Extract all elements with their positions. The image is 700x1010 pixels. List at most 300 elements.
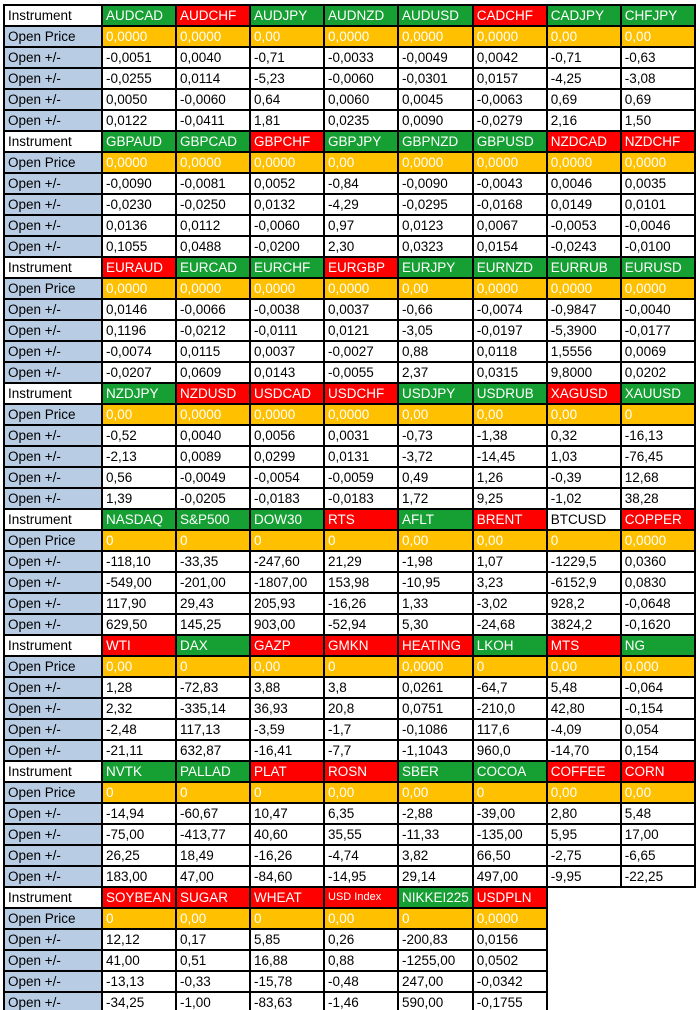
open-change-cell[interactable]: 1,33 [398,593,473,614]
instrument-header-audjpy[interactable]: AUDJPY [250,5,324,26]
open-change-cell[interactable]: -1,7 [324,719,398,740]
open-change-cell[interactable]: -0,0074 [102,341,176,362]
open-change-cell[interactable]: 2,80 [547,803,621,824]
open-price-cell[interactable]: 0 [250,908,324,929]
row-label-instrument[interactable]: Instrument [4,383,102,404]
open-change-cell[interactable]: -6152,9 [547,572,621,593]
open-change-cell[interactable]: -16,26 [324,593,398,614]
open-change-cell[interactable]: 0,26 [324,929,398,950]
open-change-cell[interactable]: -0,0177 [621,320,695,341]
row-label-open-change[interactable]: Open +/- [4,803,102,824]
instrument-header-nzdcad[interactable]: NZDCAD [547,131,621,152]
open-change-cell[interactable]: 36,93 [250,698,324,719]
open-change-cell[interactable]: -0,1620 [621,614,695,635]
instrument-header-copper[interactable]: COPPER [621,509,695,530]
instrument-header-audnzd[interactable]: AUDNZD [324,5,398,26]
open-change-cell[interactable]: 629,50 [102,614,176,635]
row-label-open-change[interactable]: Open +/- [4,866,102,887]
open-change-cell[interactable]: 153,98 [324,572,398,593]
open-change-cell[interactable]: -4,74 [324,845,398,866]
open-change-cell[interactable]: -0,0049 [176,467,250,488]
row-label-open-change[interactable]: Open +/- [4,845,102,866]
instrument-header-cocoa[interactable]: COCOA [473,761,547,782]
open-change-cell[interactable]: 0,0121 [324,320,398,341]
row-label-instrument[interactable]: Instrument [4,635,102,656]
open-change-cell[interactable]: 0,56 [102,467,176,488]
open-change-cell[interactable]: 2,16 [547,110,621,131]
open-price-cell[interactable]: 0 [102,908,176,929]
instrument-header-nvtk[interactable]: NVTK [102,761,176,782]
open-price-cell[interactable]: 0,00 [324,908,398,929]
open-price-cell[interactable]: 0,00 [547,26,621,47]
open-price-cell[interactable]: 0,00 [398,530,473,551]
open-change-cell[interactable]: -200,83 [398,929,473,950]
row-label-open-change[interactable]: Open +/- [4,362,102,383]
open-change-cell[interactable]: -1,02 [547,488,621,509]
open-change-cell[interactable]: 0,0060 [324,89,398,110]
row-label-open-price[interactable]: Open Price [4,152,102,173]
instrument-header-euraud[interactable]: EURAUD [102,257,176,278]
instrument-header-nikkei225[interactable]: NIKKEI225 [398,887,473,908]
open-change-cell[interactable]: -76,45 [621,446,695,467]
row-label-instrument[interactable]: Instrument [4,509,102,530]
instrument-header-chfjpy[interactable]: CHFJPY [621,5,695,26]
open-change-cell[interactable]: 0,0042 [473,47,547,68]
instrument-header-sber[interactable]: SBER [398,761,473,782]
instrument-header-eurrub[interactable]: EURRUB [547,257,621,278]
open-change-cell[interactable]: 18,49 [176,845,250,866]
row-label-open-change[interactable]: Open +/- [4,110,102,131]
open-change-cell[interactable]: 40,60 [250,824,324,845]
open-change-cell[interactable]: -22,25 [621,866,695,887]
open-change-cell[interactable]: 632,87 [176,740,250,761]
open-change-cell[interactable]: 0,0131 [324,446,398,467]
row-label-open-change[interactable]: Open +/- [4,68,102,89]
open-price-cell[interactable]: 0,0000 [398,26,473,47]
open-change-cell[interactable]: 0,054 [621,719,695,740]
open-change-cell[interactable]: 5,48 [547,677,621,698]
open-price-cell[interactable]: 0,00 [547,782,621,803]
open-change-cell[interactable]: 1,72 [398,488,473,509]
open-change-cell[interactable]: 0,0046 [547,173,621,194]
open-change-cell[interactable]: 590,00 [398,992,473,1010]
open-price-cell[interactable]: 0,00 [398,782,473,803]
open-change-cell[interactable]: -0,0033 [324,47,398,68]
open-change-cell[interactable]: 0,0149 [547,194,621,215]
open-change-cell[interactable]: -83,63 [250,992,324,1010]
open-change-cell[interactable]: -16,26 [250,845,324,866]
instrument-header-eurnzd[interactable]: EURNZD [473,257,547,278]
open-price-cell[interactable]: 0 [621,404,695,425]
instrument-header-audcad[interactable]: AUDCAD [102,5,176,26]
open-change-cell[interactable]: -0,0648 [621,593,695,614]
open-change-cell[interactable]: -0,0111 [250,320,324,341]
open-change-cell[interactable]: 0,1196 [102,320,176,341]
open-change-cell[interactable]: 0,0115 [176,341,250,362]
instrument-header-eurusd[interactable]: EURUSD [621,257,695,278]
instrument-header-wti[interactable]: WTI [102,635,176,656]
open-price-cell[interactable]: 0,0000 [176,152,250,173]
open-change-cell[interactable]: -3,08 [621,68,695,89]
row-label-open-change[interactable]: Open +/- [4,425,102,446]
open-price-cell[interactable]: 0,0000 [324,26,398,47]
row-label-open-change[interactable]: Open +/- [4,992,102,1010]
open-price-cell[interactable]: 0 [547,530,621,551]
open-price-cell[interactable]: 0,0000 [250,152,324,173]
open-change-cell[interactable]: 0,88 [324,950,398,971]
instrument-header-coffee[interactable]: COFFEE [547,761,621,782]
row-label-open-change[interactable]: Open +/- [4,677,102,698]
open-change-cell[interactable]: 0,0037 [324,299,398,320]
row-label-open-price[interactable]: Open Price [4,278,102,299]
open-change-cell[interactable]: 35,55 [324,824,398,845]
open-change-cell[interactable]: -0,0279 [473,110,547,131]
open-change-cell[interactable]: -0,73 [398,425,473,446]
open-change-cell[interactable]: -0,0054 [250,467,324,488]
instrument-header-eurgbp[interactable]: EURGBP [324,257,398,278]
open-price-cell[interactable]: 0,00 [473,530,547,551]
open-change-cell[interactable]: -1,1043 [398,740,473,761]
open-change-cell[interactable]: -3,59 [250,719,324,740]
open-change-cell[interactable]: -0,0212 [176,320,250,341]
open-change-cell[interactable]: 42,80 [547,698,621,719]
row-label-open-change[interactable]: Open +/- [4,719,102,740]
open-change-cell[interactable]: -0,0043 [473,173,547,194]
open-change-cell[interactable]: -0,63 [621,47,695,68]
open-change-cell[interactable]: 5,95 [547,824,621,845]
open-price-cell[interactable]: 0,00 [547,656,621,677]
open-price-cell[interactable]: 0,00 [176,908,250,929]
open-change-cell[interactable]: -0,48 [324,971,398,992]
open-price-cell[interactable]: 0,00 [398,404,473,425]
instrument-header-usdrub[interactable]: USDRUB [473,383,547,404]
open-change-cell[interactable]: -5,23 [250,68,324,89]
open-change-cell[interactable]: 0,0067 [473,215,547,236]
open-change-cell[interactable]: 3,23 [473,572,547,593]
open-price-cell[interactable]: 0,0000 [324,278,398,299]
row-label-open-change[interactable]: Open +/- [4,614,102,635]
instrument-header-pallad[interactable]: PALLAD [176,761,250,782]
open-price-cell[interactable]: 0 [473,656,547,677]
instrument-header-audusd[interactable]: AUDUSD [398,5,473,26]
open-change-cell[interactable]: 0,0609 [176,362,250,383]
open-change-cell[interactable]: -210,0 [473,698,547,719]
open-change-cell[interactable]: -2,75 [547,845,621,866]
open-change-cell[interactable]: 1,81 [250,110,324,131]
open-change-cell[interactable]: 17,00 [621,824,695,845]
row-label-open-change[interactable]: Open +/- [4,446,102,467]
open-change-cell[interactable]: 20,8 [324,698,398,719]
open-change-cell[interactable]: -0,0074 [473,299,547,320]
row-label-open-change[interactable]: Open +/- [4,740,102,761]
open-change-cell[interactable]: 0,0089 [176,446,250,467]
open-change-cell[interactable]: 960,0 [473,740,547,761]
instrument-header-rts[interactable]: RTS [324,509,398,530]
open-change-cell[interactable]: -10,95 [398,572,473,593]
open-change-cell[interactable]: -0,0060 [324,68,398,89]
instrument-header-rosn[interactable]: ROSN [324,761,398,782]
open-price-cell[interactable]: 0,0000 [250,278,324,299]
open-change-cell[interactable]: 0,64 [250,89,324,110]
open-change-cell[interactable]: -6,65 [621,845,695,866]
open-change-cell[interactable]: 0,0132 [250,194,324,215]
open-price-cell[interactable]: 0,0000 [250,404,324,425]
open-price-cell[interactable]: 0,00 [621,782,695,803]
open-change-cell[interactable]: 205,93 [250,593,324,614]
open-change-cell[interactable]: -0,0183 [324,488,398,509]
open-price-cell[interactable]: 0,0000 [176,26,250,47]
row-label-open-change[interactable]: Open +/- [4,47,102,68]
instrument-header-xagusd[interactable]: XAGUSD [547,383,621,404]
open-change-cell[interactable]: -0,0063 [473,89,547,110]
open-price-cell[interactable]: 0 [398,908,473,929]
open-change-cell[interactable]: 0,0052 [250,173,324,194]
instrument-header-mts[interactable]: MTS [547,635,621,656]
open-change-cell[interactable]: 117,6 [473,719,547,740]
row-label-instrument[interactable]: Instrument [4,5,102,26]
open-change-cell[interactable]: -0,0197 [473,320,547,341]
open-change-cell[interactable]: 10,47 [250,803,324,824]
open-change-cell[interactable]: -60,67 [176,803,250,824]
open-change-cell[interactable]: -75,00 [102,824,176,845]
open-price-cell[interactable]: 0,000 [621,656,695,677]
open-change-cell[interactable]: 0,49 [398,467,473,488]
open-change-cell[interactable]: 1,5556 [547,341,621,362]
open-change-cell[interactable]: -4,29 [324,194,398,215]
open-change-cell[interactable]: -0,39 [547,467,621,488]
instrument-header-gmkn[interactable]: GMKN [324,635,398,656]
open-change-cell[interactable]: 2,37 [398,362,473,383]
open-price-cell[interactable]: 0,00 [102,656,176,677]
open-change-cell[interactable]: 0,1055 [102,236,176,257]
open-change-cell[interactable]: 1,03 [547,446,621,467]
instrument-header-corn[interactable]: CORN [621,761,695,782]
open-change-cell[interactable]: 26,25 [102,845,176,866]
instrument-header-gbpnzd[interactable]: GBPNZD [398,131,473,152]
open-change-cell[interactable]: -247,60 [250,551,324,572]
open-price-cell[interactable]: 0 [102,782,176,803]
open-change-cell[interactable]: 0,0114 [176,68,250,89]
open-change-cell[interactable]: -0,0250 [176,194,250,215]
open-change-cell[interactable]: 0,0069 [621,341,695,362]
open-change-cell[interactable]: 0,0156 [473,929,547,950]
instrument-header-cadchf[interactable]: CADCHF [473,5,547,26]
open-price-cell[interactable]: 0,0000 [621,278,695,299]
open-change-cell[interactable]: 0,0040 [176,425,250,446]
open-change-cell[interactable]: 928,2 [547,593,621,614]
instrument-header-usdchf[interactable]: USDCHF [324,383,398,404]
row-label-open-change[interactable]: Open +/- [4,173,102,194]
open-change-cell[interactable]: 12,12 [102,929,176,950]
open-change-cell[interactable]: 0,0830 [621,572,695,593]
row-label-open-change[interactable]: Open +/- [4,593,102,614]
row-label-instrument[interactable]: Instrument [4,887,102,908]
open-change-cell[interactable]: 0,0488 [176,236,250,257]
open-change-cell[interactable]: -0,0090 [398,173,473,194]
instrument-header-btcusd[interactable]: BTCUSD [547,509,621,530]
open-price-cell[interactable]: 0,0000 [473,26,547,47]
open-change-cell[interactable]: -1255,00 [398,950,473,971]
open-change-cell[interactable]: -0,0207 [102,362,176,383]
open-change-cell[interactable]: -0,0059 [324,467,398,488]
open-change-cell[interactable]: 0,0502 [473,950,547,971]
open-change-cell[interactable]: -24,68 [473,614,547,635]
row-label-open-change[interactable]: Open +/- [4,320,102,341]
instrument-header-gbpcad[interactable]: GBPCAD [176,131,250,152]
open-change-cell[interactable]: -0,0243 [547,236,621,257]
open-price-cell[interactable]: 0 [176,530,250,551]
open-price-cell[interactable]: 0,0000 [473,908,547,929]
open-change-cell[interactable]: 1,26 [473,467,547,488]
row-label-open-change[interactable]: Open +/- [4,572,102,593]
instrument-header-lkoh[interactable]: LKOH [473,635,547,656]
open-change-cell[interactable]: 0,0136 [102,215,176,236]
open-price-cell[interactable]: 0,0000 [324,404,398,425]
open-change-cell[interactable]: 0,69 [621,89,695,110]
open-change-cell[interactable]: -84,60 [250,866,324,887]
open-change-cell[interactable]: 6,35 [324,803,398,824]
open-price-cell[interactable]: 0,00 [324,152,398,173]
row-label-open-change[interactable]: Open +/- [4,950,102,971]
open-change-cell[interactable]: -52,94 [324,614,398,635]
open-change-cell[interactable]: -0,1086 [398,719,473,740]
instrument-header-dax[interactable]: DAX [176,635,250,656]
open-change-cell[interactable]: -3,02 [473,593,547,614]
open-change-cell[interactable]: 0,97 [324,215,398,236]
instrument-header-heating[interactable]: HEATING [398,635,473,656]
open-price-cell[interactable]: 0,0000 [398,656,473,677]
open-change-cell[interactable]: 0,0112 [176,215,250,236]
row-label-open-change[interactable]: Open +/- [4,467,102,488]
open-price-cell[interactable]: 0 [176,656,250,677]
open-change-cell[interactable]: 5,30 [398,614,473,635]
open-change-cell[interactable]: -21,11 [102,740,176,761]
open-change-cell[interactable]: -4,09 [547,719,621,740]
open-price-cell[interactable]: 0,0000 [547,278,621,299]
open-price-cell[interactable]: 0,00 [621,26,695,47]
open-change-cell[interactable]: 247,00 [398,971,473,992]
open-change-cell[interactable]: 0,51 [176,950,250,971]
instrument-header-audchf[interactable]: AUDCHF [176,5,250,26]
open-change-cell[interactable]: -15,78 [250,971,324,992]
open-change-cell[interactable]: -64,7 [473,677,547,698]
open-change-cell[interactable]: 47,00 [176,866,250,887]
open-change-cell[interactable]: 0,0031 [324,425,398,446]
open-change-cell[interactable]: 5,85 [250,929,324,950]
instrument-header-gbpusd[interactable]: GBPUSD [473,131,547,152]
open-change-cell[interactable]: 0,0235 [324,110,398,131]
open-change-cell[interactable]: 9,25 [473,488,547,509]
open-change-cell[interactable]: -0,0200 [250,236,324,257]
open-price-cell[interactable]: 0,00 [324,782,398,803]
instrument-header-usdpln[interactable]: USDPLN [473,887,547,908]
instrument-header-eurchf[interactable]: EURCHF [250,257,324,278]
open-change-cell[interactable]: 0,0045 [398,89,473,110]
open-change-cell[interactable]: 183,00 [102,866,176,887]
open-change-cell[interactable]: -0,0027 [324,341,398,362]
instrument-header-usdjpy[interactable]: USDJPY [398,383,473,404]
open-price-cell[interactable]: 0 [102,530,176,551]
open-price-cell[interactable]: 0,0000 [398,152,473,173]
instrument-header-usd-index[interactable]: USD Index [324,887,398,908]
open-change-cell[interactable]: -72,83 [176,677,250,698]
open-change-cell[interactable]: -0,0060 [250,215,324,236]
open-change-cell[interactable]: 1,07 [473,551,547,572]
row-label-open-change[interactable]: Open +/- [4,299,102,320]
open-change-cell[interactable]: -0,71 [547,47,621,68]
open-change-cell[interactable]: -14,45 [473,446,547,467]
open-change-cell[interactable]: -3,72 [398,446,473,467]
open-change-cell[interactable]: 0,17 [176,929,250,950]
open-change-cell[interactable]: -0,0038 [250,299,324,320]
open-price-cell[interactable]: 0 [473,782,547,803]
open-change-cell[interactable]: -16,13 [621,425,695,446]
row-label-open-change[interactable]: Open +/- [4,971,102,992]
row-label-open-change[interactable]: Open +/- [4,236,102,257]
open-change-cell[interactable]: 0,88 [398,341,473,362]
open-change-cell[interactable]: -0,71 [250,47,324,68]
open-change-cell[interactable]: -0,0100 [621,236,695,257]
open-price-cell[interactable]: 0,0000 [473,278,547,299]
row-label-open-price[interactable]: Open Price [4,908,102,929]
open-change-cell[interactable]: 3,88 [250,677,324,698]
row-label-open-change[interactable]: Open +/- [4,824,102,845]
row-label-open-change[interactable]: Open +/- [4,698,102,719]
open-change-cell[interactable]: -0,52 [102,425,176,446]
open-change-cell[interactable]: -2,13 [102,446,176,467]
instrument-header-nasdaq[interactable]: NASDAQ [102,509,176,530]
open-change-cell[interactable]: -0,0342 [473,971,547,992]
open-price-cell[interactable]: 0,00 [547,404,621,425]
open-change-cell[interactable]: -2,48 [102,719,176,740]
open-change-cell[interactable]: -14,94 [102,803,176,824]
open-change-cell[interactable]: 12,68 [621,467,695,488]
open-price-cell[interactable]: 0,0000 [621,530,695,551]
open-change-cell[interactable]: -1,46 [324,992,398,1010]
row-label-open-change[interactable]: Open +/- [4,89,102,110]
open-change-cell[interactable]: -0,064 [621,677,695,698]
open-price-cell[interactable]: 0 [250,782,324,803]
open-change-cell[interactable]: 117,13 [176,719,250,740]
instrument-header-gbpchf[interactable]: GBPCHF [250,131,324,152]
open-change-cell[interactable]: 3,8 [324,677,398,698]
open-change-cell[interactable]: -3,05 [398,320,473,341]
open-change-cell[interactable]: -4,25 [547,68,621,89]
open-change-cell[interactable]: -0,1755 [473,992,547,1010]
open-price-cell[interactable]: 0,00 [473,404,547,425]
instrument-header-nzdchf[interactable]: NZDCHF [621,131,695,152]
open-change-cell[interactable]: 0,0157 [473,68,547,89]
instrument-header-brent[interactable]: BRENT [473,509,547,530]
instrument-header-sugar[interactable]: SUGAR [176,887,250,908]
open-change-cell[interactable]: 3,82 [398,845,473,866]
open-price-cell[interactable]: 0,00 [398,278,473,299]
open-change-cell[interactable]: 0,0050 [102,89,176,110]
instrument-header-wheat[interactable]: WHEAT [250,887,324,908]
open-price-cell[interactable]: 0 [324,530,398,551]
open-change-cell[interactable]: -0,0049 [398,47,473,68]
open-change-cell[interactable]: 145,25 [176,614,250,635]
open-change-cell[interactable]: -0,66 [398,299,473,320]
open-change-cell[interactable]: 0,0146 [102,299,176,320]
row-label-instrument[interactable]: Instrument [4,131,102,152]
row-label-open-change[interactable]: Open +/- [4,194,102,215]
open-change-cell[interactable]: -0,0060 [176,89,250,110]
row-label-open-price[interactable]: Open Price [4,530,102,551]
open-price-cell[interactable]: 0,00 [102,404,176,425]
instrument-header-s-p500[interactable]: S&P500 [176,509,250,530]
row-label-instrument[interactable]: Instrument [4,257,102,278]
